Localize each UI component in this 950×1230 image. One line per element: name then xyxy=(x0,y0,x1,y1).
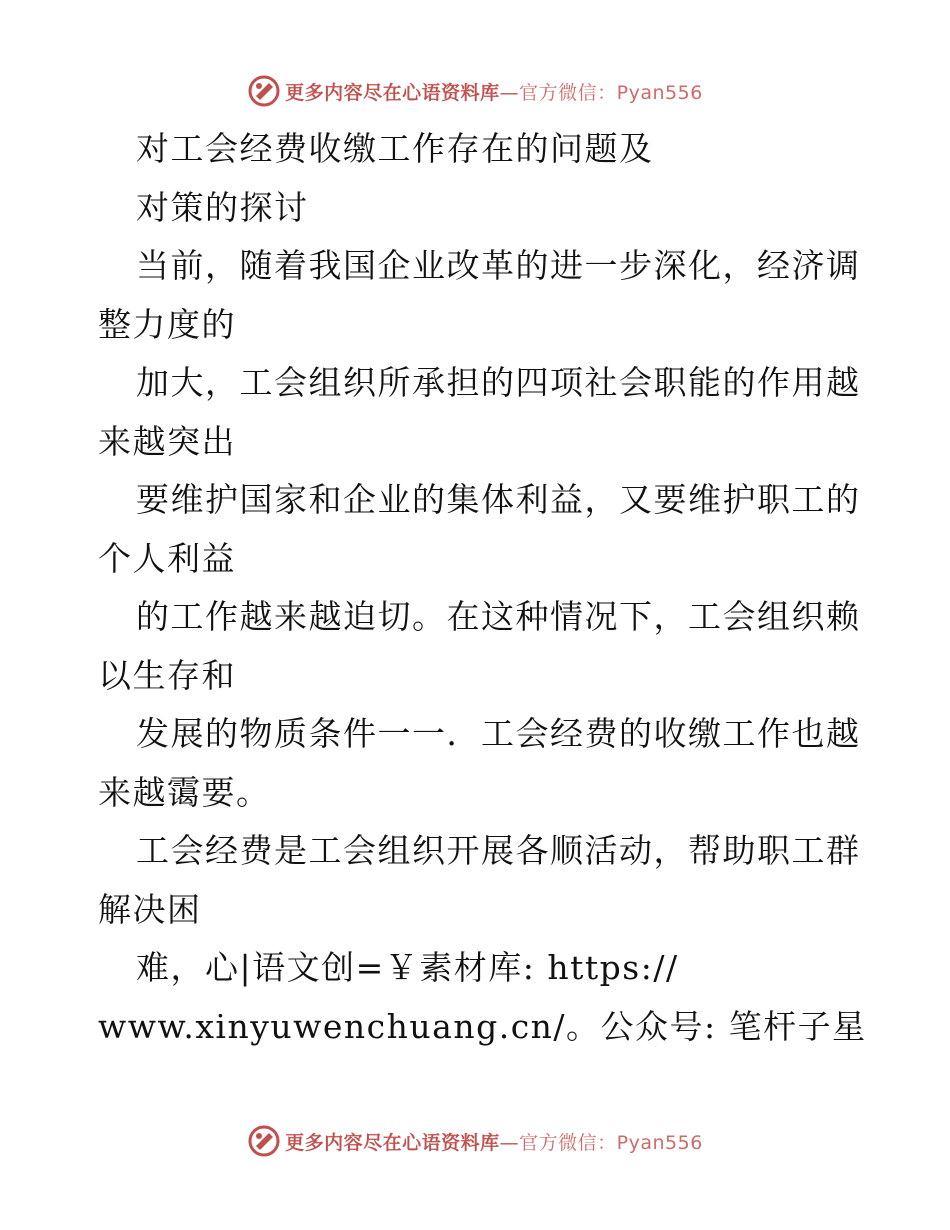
title-line-1: 对工会经费收缴工作存在的问题及 xyxy=(136,129,654,168)
banner-separator: — xyxy=(499,81,520,104)
paragraph-line: 以生存和 xyxy=(98,655,236,695)
paragraph-line: 当前，随着我国企业改革的进一步深化，经济调 xyxy=(136,246,861,285)
logo-icon xyxy=(247,1124,281,1158)
paragraph-line: 解决困 xyxy=(98,889,202,929)
paragraph-line: 个人利益 xyxy=(98,538,236,578)
banner-title: 更多内容尽在心语资料库 xyxy=(285,81,500,104)
document-body xyxy=(98,120,867,1056)
paragraph-line: 难，心|语文创=￥素材库: https:// xyxy=(136,948,679,987)
paragraph-line: 加大，工会组织所承担的四项社会职能的作用越 xyxy=(136,363,861,402)
banner-title: 更多内容尽在心语资料库 xyxy=(285,1131,500,1154)
title-line-2: 对策的探讨 xyxy=(136,187,309,227)
paragraph-line: 的工作越来越迫切。在这种情况下，工会组织赖 xyxy=(136,597,861,636)
paragraph-line: 来越突出 xyxy=(98,421,236,461)
banner-wechat: 官方微信：Pyan556 xyxy=(519,81,703,104)
banner-separator: — xyxy=(499,1131,520,1154)
paragraph-line: 来越霭要。 xyxy=(98,772,271,812)
banner-wechat: 官方微信：Pyan556 xyxy=(519,1131,703,1154)
paragraph-line: 发展的物质条件一一．工会经费的收缴工作也越 xyxy=(136,714,861,753)
paragraph-line: 工会经费是工会组织开展各顺活动，帮助职工群 xyxy=(136,831,861,870)
paragraph-line: 整力度的 xyxy=(98,304,236,344)
paragraph-line: www.xinyuwenchuang.cn/。公众号: 笔杆子星 xyxy=(98,1006,867,1046)
paragraph-line: 要维护国家和企业的集体利益，又要维护职工的 xyxy=(136,480,861,519)
header-watermark-banner xyxy=(0,71,950,111)
logo-icon xyxy=(247,74,281,108)
footer-watermark-banner xyxy=(0,1121,950,1161)
